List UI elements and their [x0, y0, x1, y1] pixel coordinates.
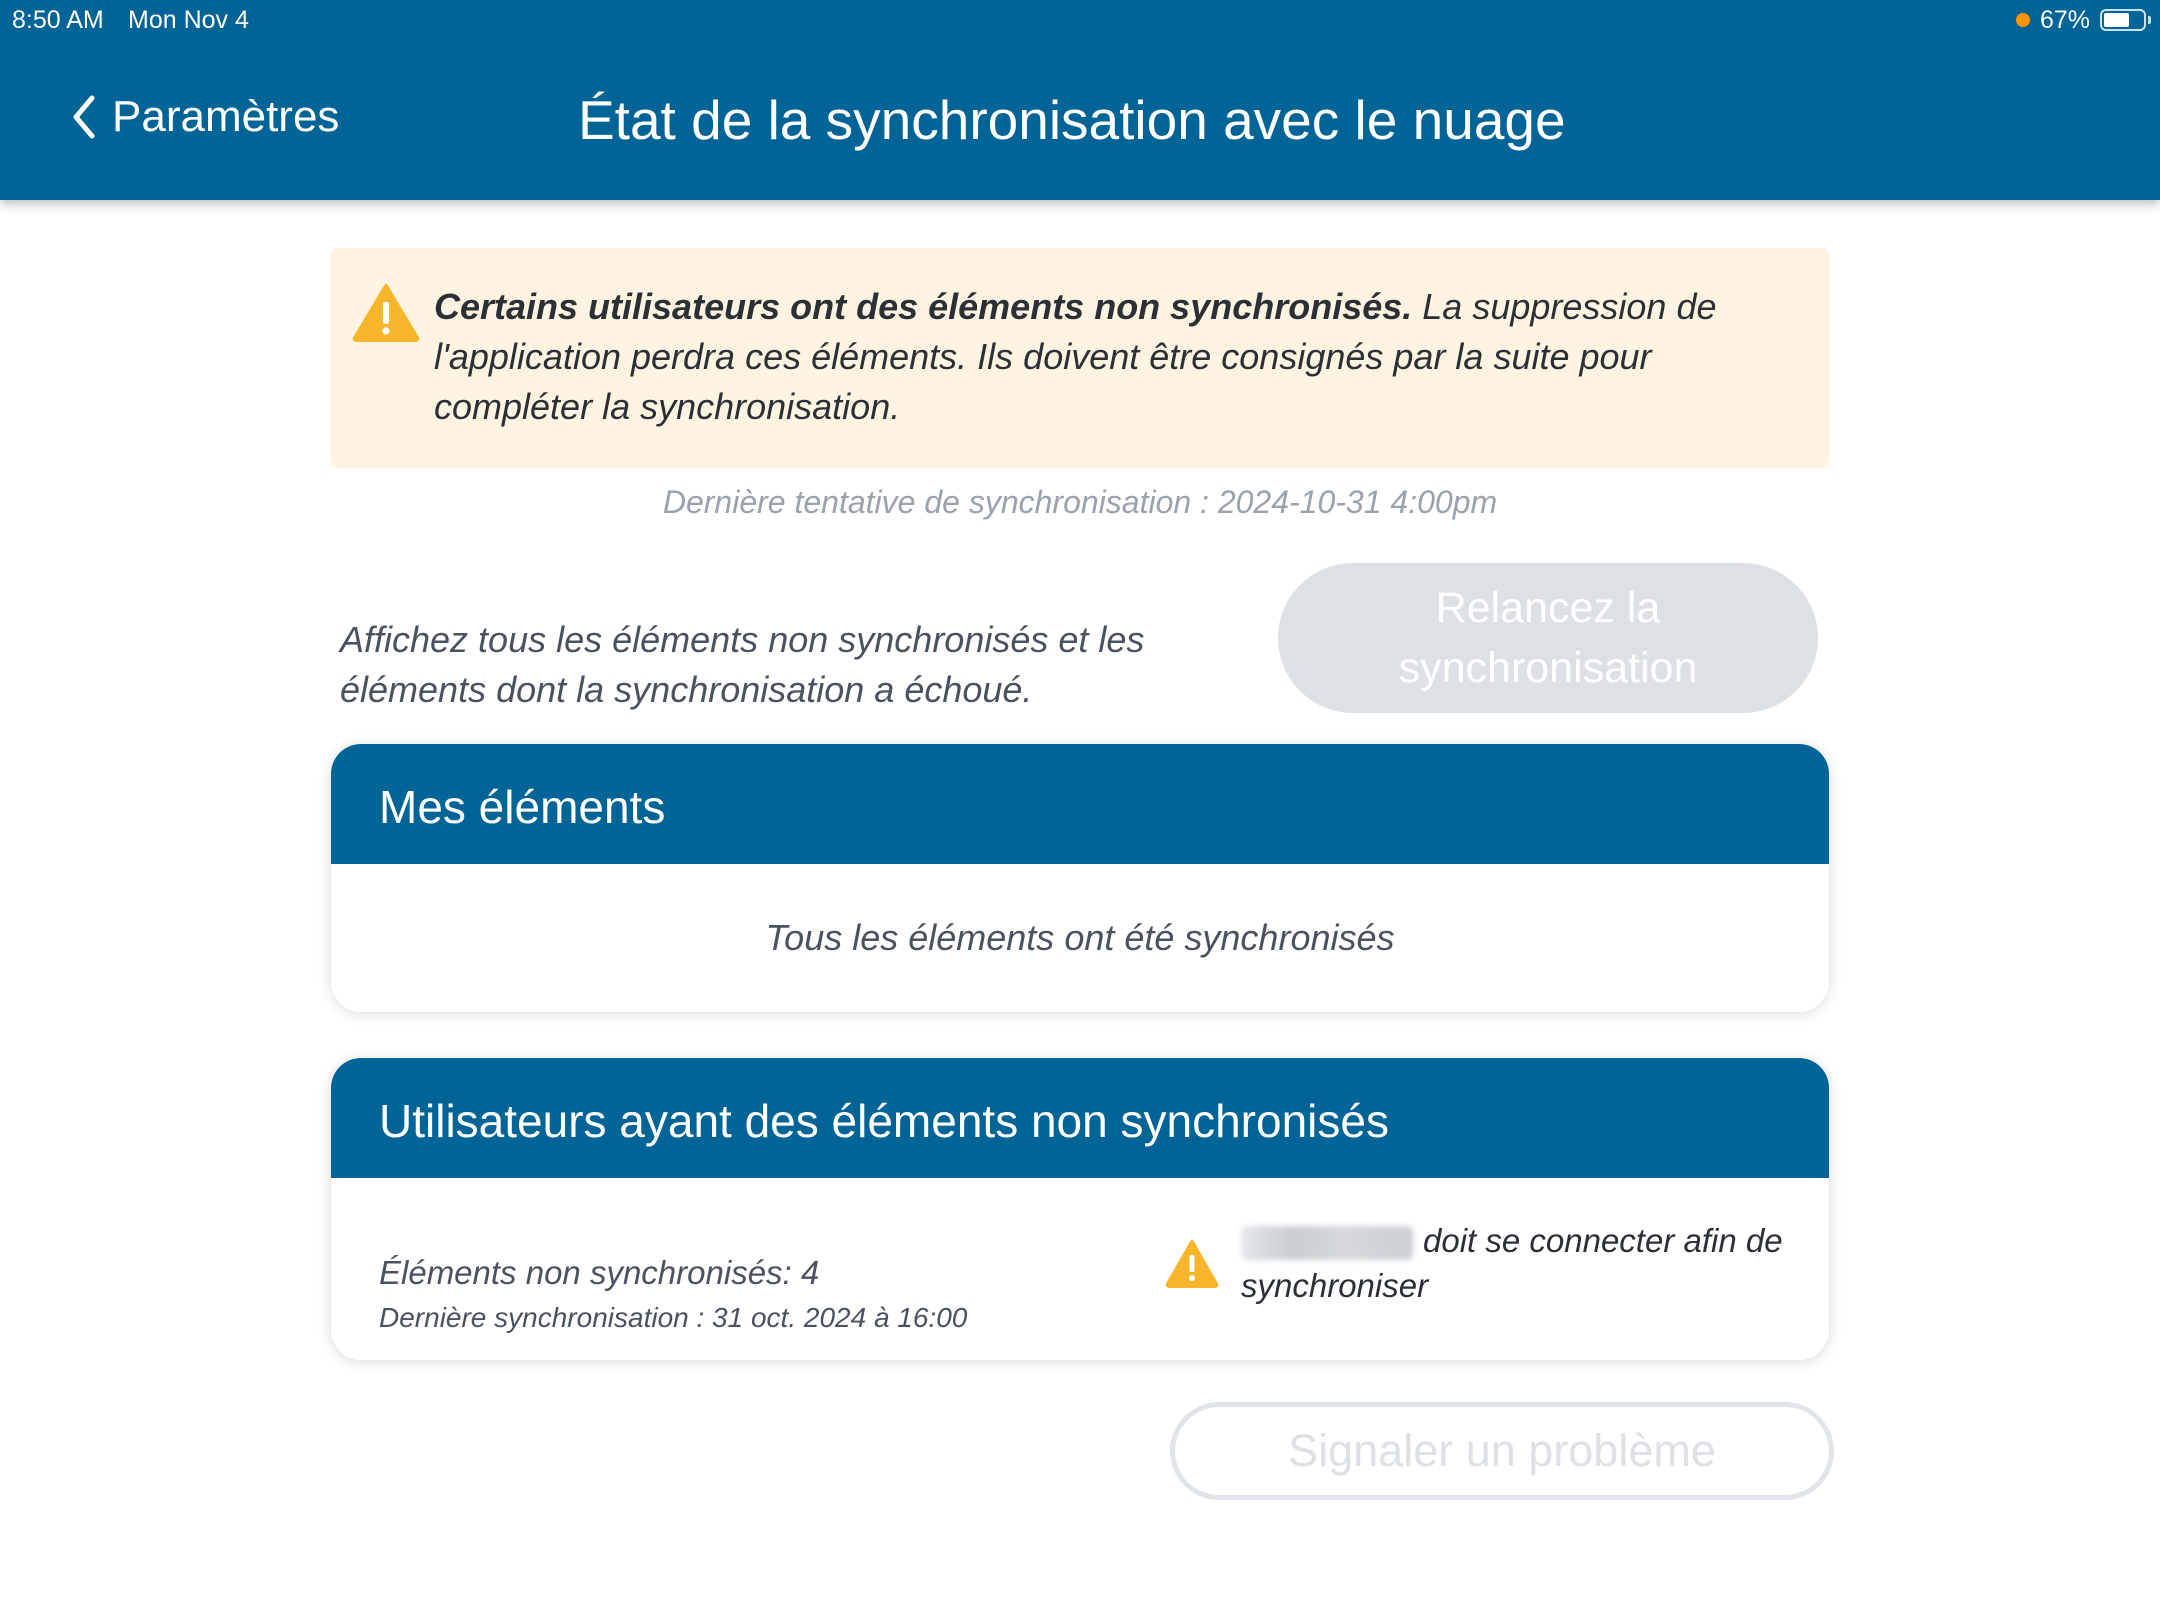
navigation-header — [0, 0, 2160, 200]
back-button-label: Paramètres — [112, 92, 340, 141]
warning-detail-text: La suppression de l'application perdra ces éléments. Ils doivent être consignés par la suite pour compléter la synchronisation. — [434, 286, 1717, 427]
warning-icon — [352, 282, 420, 342]
blurred-user-name — [1241, 1226, 1413, 1260]
warning-banner — [330, 248, 1830, 468]
report-problem-button[interactable]: Signaler un problème — [1170, 1402, 1834, 1500]
back-button[interactable] — [70, 92, 339, 142]
warning-bold-text: Certains utilisateurs ont des éléments non synchronisés. — [434, 286, 1413, 327]
last-sync-time: Dernière synchronisation : 31 oct. 2024 à 16:00 — [379, 1302, 968, 1333]
page-title: État de la synchronisation avec le nuage — [578, 89, 1566, 151]
unsynced-users-title: Utilisateurs ayant des éléments non synchronisés — [331, 1058, 1829, 1178]
unsynced-user-row[interactable] — [331, 1178, 1829, 1360]
status-indicators — [2016, 5, 2146, 35]
resync-button[interactable]: Relancez la synchronisation — [1278, 563, 1818, 713]
chevron-left-icon — [70, 94, 98, 140]
warning-icon — [1165, 1238, 1219, 1288]
last-sync-attempt: Dernière tentative de synchronisation : 2024-10-31 4:00pm — [662, 484, 1498, 520]
my-items-card — [331, 744, 1829, 1012]
show-all-unsynced-link[interactable]: Affichez tous les éléments non synchronisés et les éléments dont la synchronisation a échoué. — [340, 619, 1145, 710]
unsynced-users-card — [331, 1058, 1829, 1360]
status-time: 8:50 AM — [12, 6, 104, 34]
my-items-message: Tous les éléments ont été synchronisés — [765, 917, 1395, 958]
warning-message — [434, 282, 1794, 432]
battery-percent: 67% — [2039, 5, 2090, 34]
status-date: Mon Nov 4 — [128, 6, 249, 34]
recording-dot-icon — [2016, 13, 2030, 27]
my-items-title: Mes éléments — [331, 744, 1829, 864]
battery-icon — [2100, 9, 2146, 31]
user-message-text: doit se connecter afin de synchroniser — [1241, 1222, 1783, 1304]
unsynced-count: Éléments non synchronisés: 4 — [379, 1254, 820, 1291]
user-login-message — [1241, 1218, 1801, 1308]
